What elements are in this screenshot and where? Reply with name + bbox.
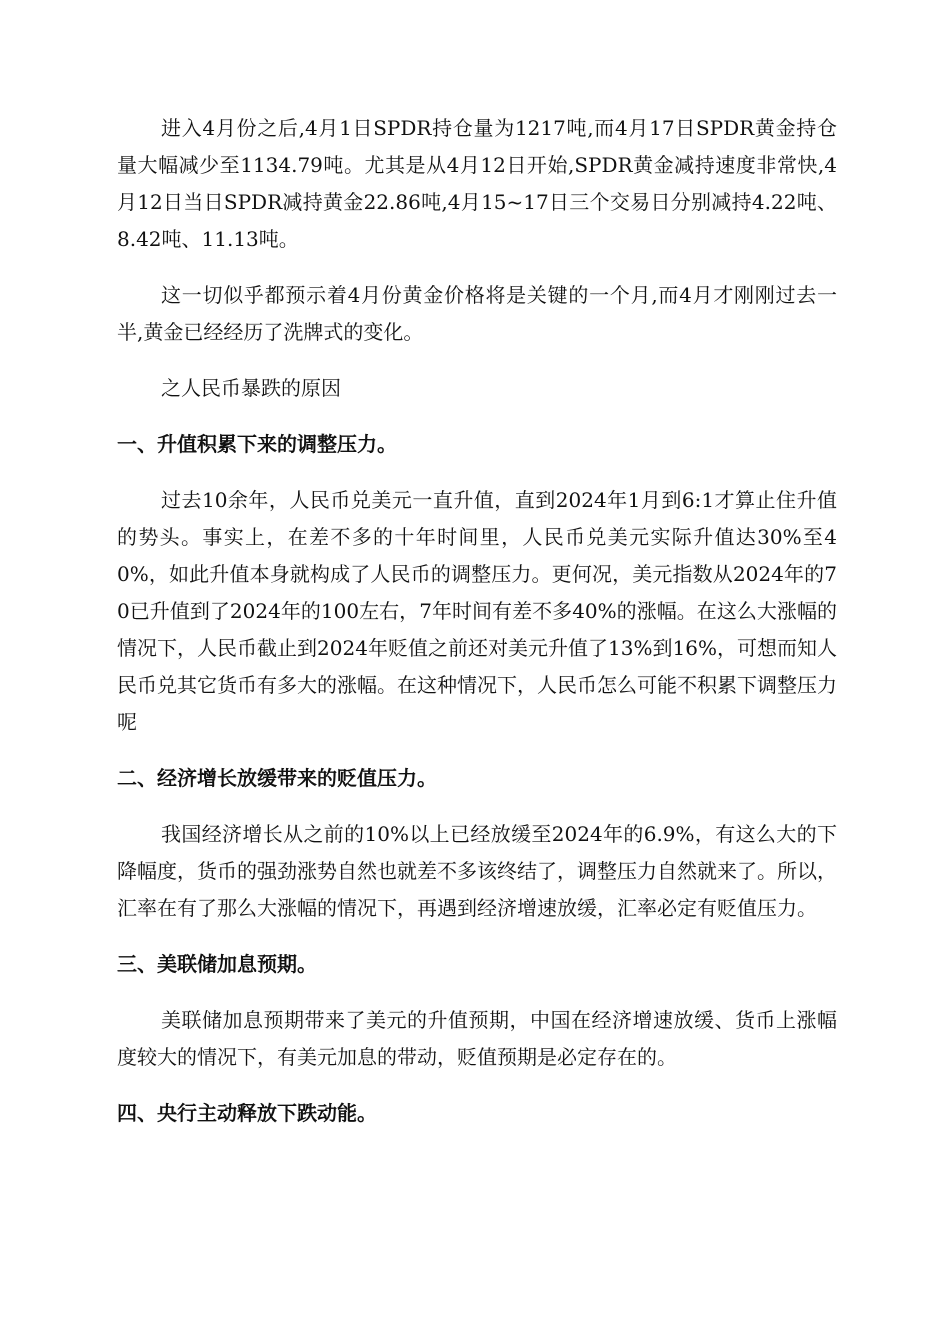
heading-appreciation-pressure: 一、升值积累下来的调整压力。 — [117, 432, 397, 456]
paragraph-gold-april: 这一切似乎都预示着4月份黄金价格将是关键的一个月,而4月才刚刚过去一半,黄金已经经历了洗牌式的变化。 — [117, 283, 837, 344]
paragraph-rmb-intro: 之人民币暴跌的原因 — [161, 376, 341, 400]
heading-growth-slowdown: 二、经济增长放缓带来的贬值压力。 — [117, 766, 437, 790]
paragraph-growth-slowdown: 我国经济增长从之前的10%以上已经放缓至2024年的6.9%，有这么大的下降幅度，货币的强劲涨势自然也就差不多该终结了，调整压力自然就来了。所以，汇率在有了那么大涨幅的情况下，再遇到经济增速放缓，汇率必定有贬值压力。 — [117, 822, 837, 920]
heading-fed-rate-hike: 三、美联储加息预期。 — [117, 952, 317, 976]
heading-central-bank: 四、央行主动释放下跌动能。 — [117, 1101, 377, 1125]
document-page — [117, 110, 837, 1151]
paragraph-fed-rate-hike: 美联储加息预期带来了美元的升值预期，中国在经济增速放缓、货币上涨幅度较大的情况下，有美元加息的带动，贬值预期是必定存在的。 — [117, 1008, 837, 1069]
paragraph-spdr-holdings: 进入4月份之后,4月1日SPDR持仓量为1217吨,而4月17日SPDR黄金持仓量大幅减少至1134.79吨。尤其是从4月12日开始,SPDR黄金减持速度非常快,4月12日当日SPDR减持黄金22.86吨,4月15~17日三个交易日分别减持4.22吨、8.42吨、11.13吨。 — [117, 116, 837, 251]
paragraph-appreciation: 过去10余年，人民币兑美元一直升值，直到2024年1月到6:1才算止住升值的势头。事实上，在差不多的十年时间里，人民币兑美元实际升值达30%至40%，如此升值本身就构成了人民币的调整压力。更何况，美元指数从2024年的70已升值到了2024年的100左右，7年时间有差不多40%的涨幅。在这么大涨幅的情况下，人民币截止到2024年贬值之前还对美元升值了13%到16%，可想而知人民币兑其它货币有多大的涨幅。在这种情况下，人民币怎么可能不积累下调整压力呢 — [117, 488, 837, 734]
